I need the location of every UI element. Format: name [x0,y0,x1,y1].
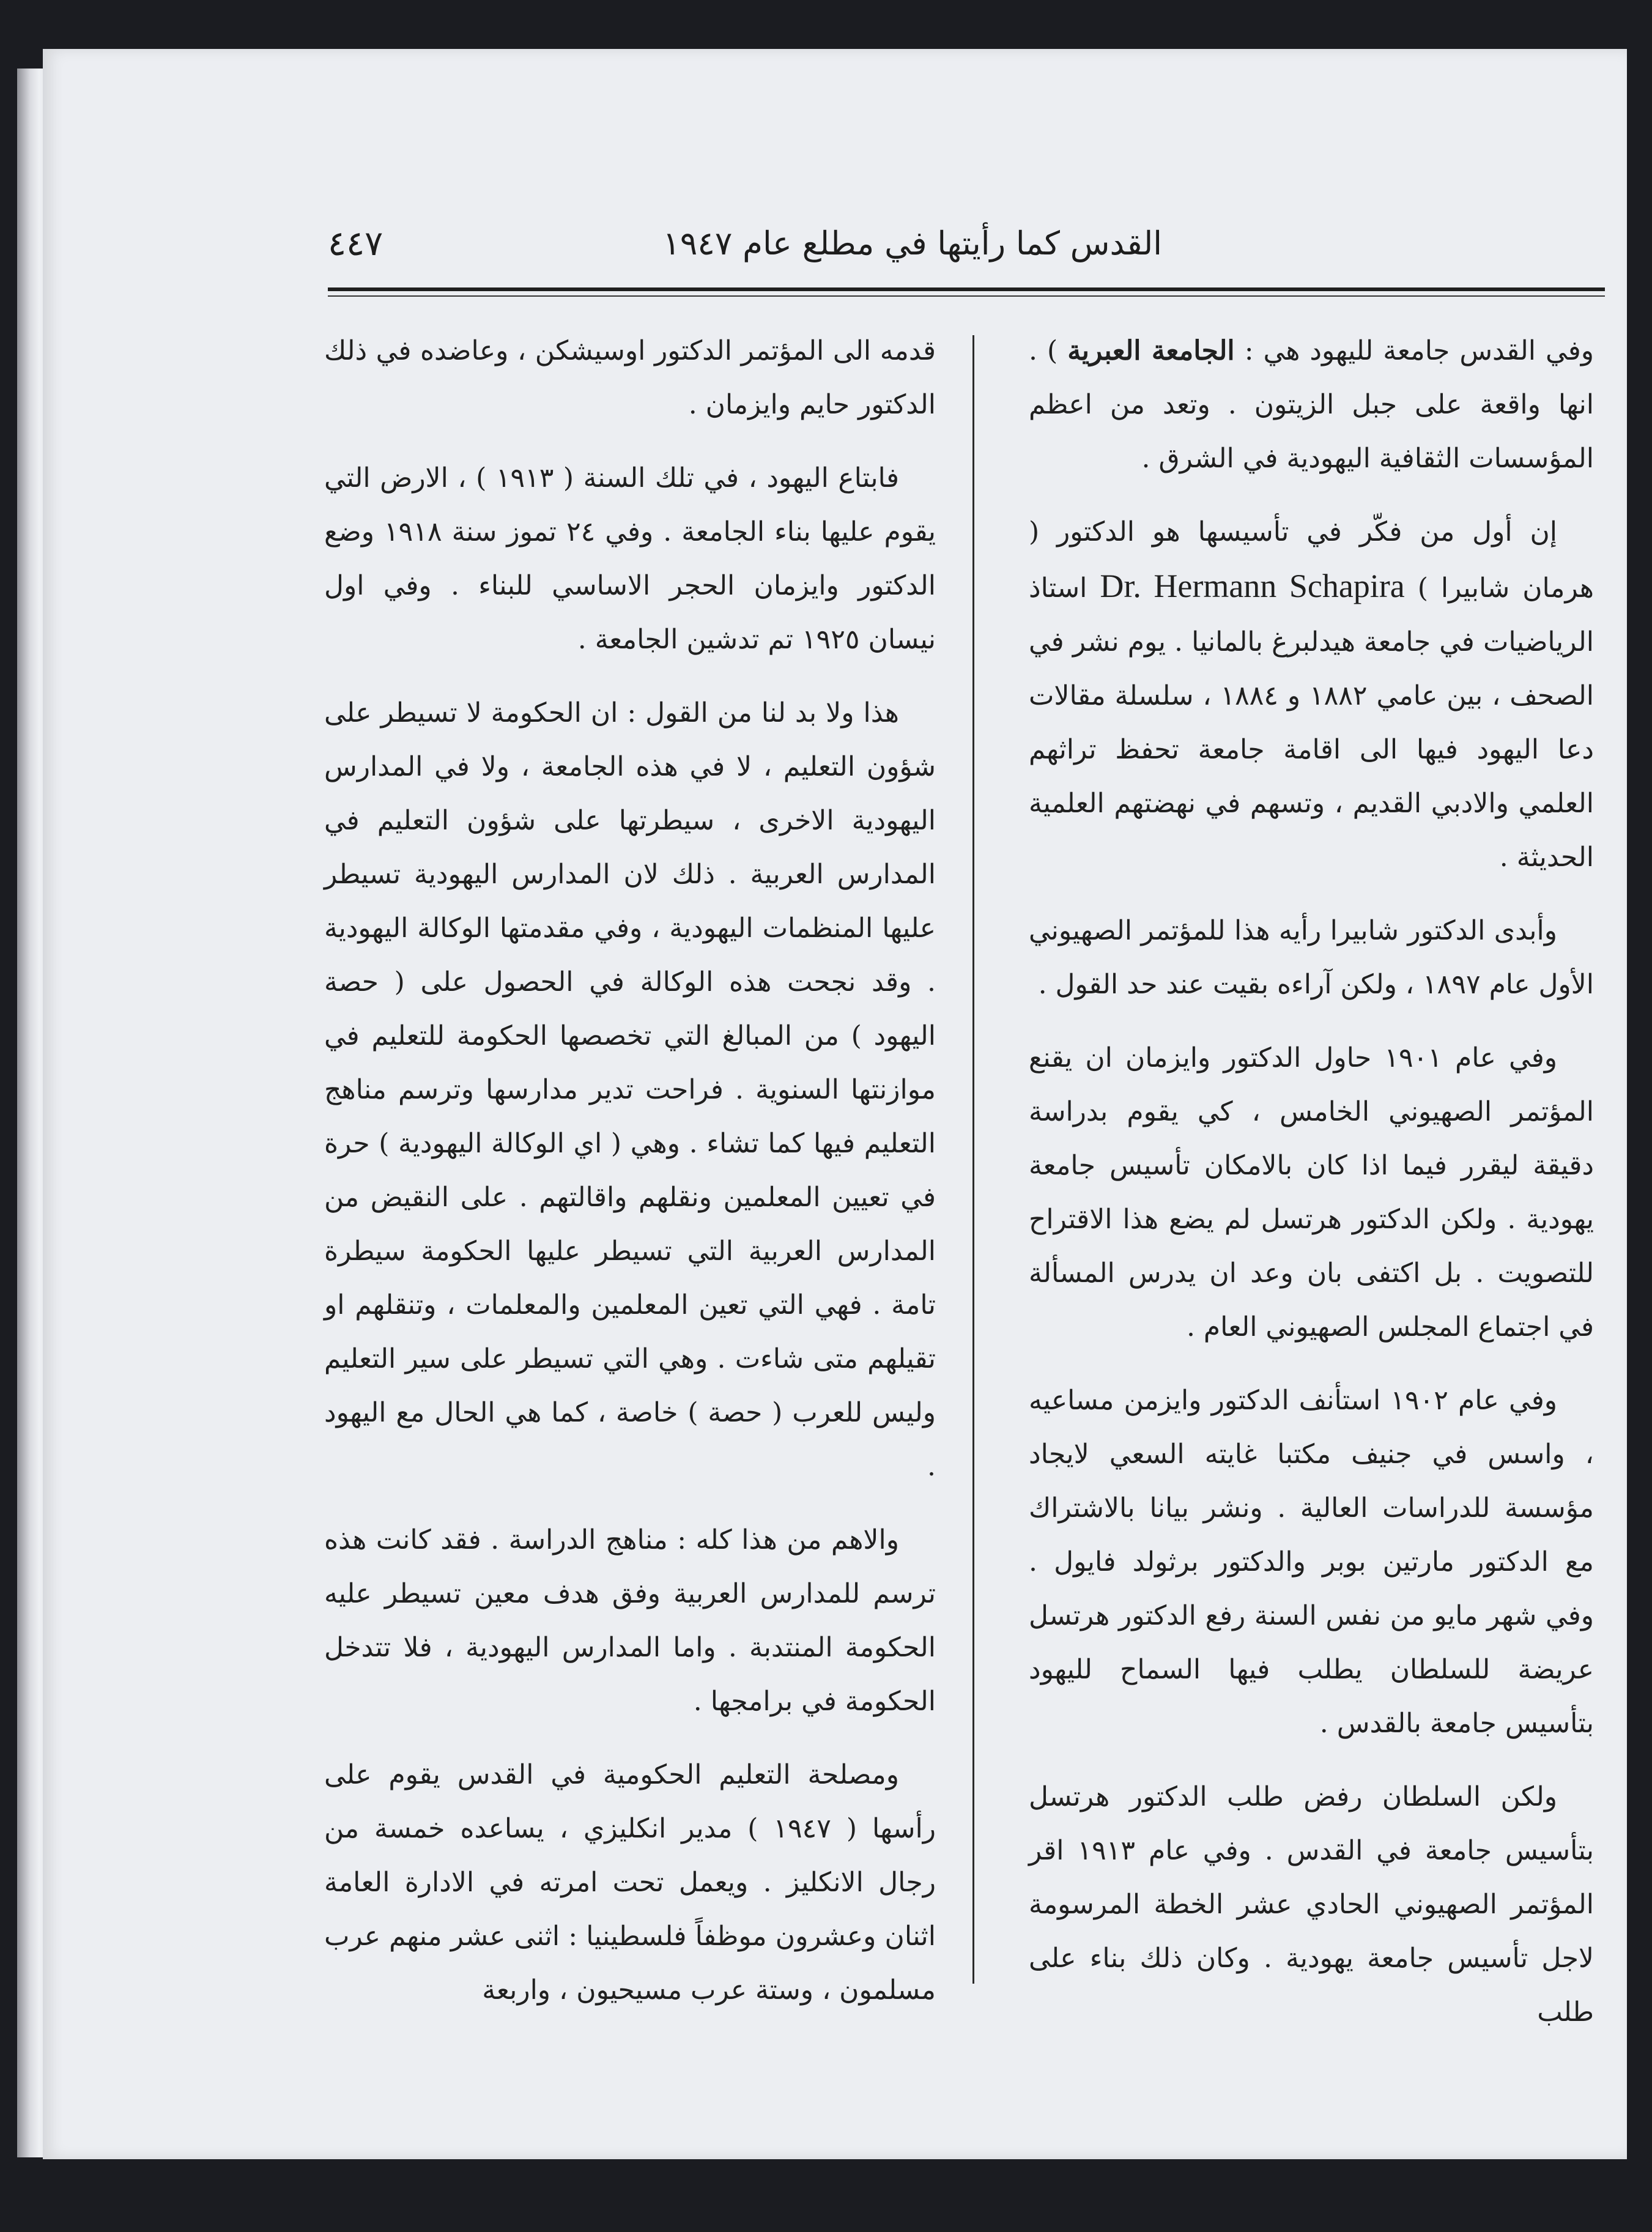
paragraph: هذا ولا بد لنا من القول : ان الحكومة لا تسيطر على شؤون التعليم ، لا في هذه الجامعة ، ولا في المدارس اليهودية الاخرى ، سيطرتها على شؤون التعليم في المدارس العربية . ذلك لان المدارس اليهودية تسيطر عليها المنظمات اليهودية ، وفي مقدمتها الوكالة اليهودية . وقد نجحت هذه الوكالة في الحصول على ( حصة اليهود ) من المبالغ التي تخصصها الحكومة للتعليم في موازنتها السنوية . فراحت تدير مدارسها وترسم مناهج التعليم فيها كما تشاء . وهي ( اي الوكالة اليهودية ) حرة في تعيين المعلمين ونقلهم واقالتهم . على النقيض من المدارس العربية التي تسيطر عليها الحكومة سيطرة تامة . فهي التي تعين المعلمين والمعلمات ، وتنقلهم او تقيلهم متى شاءت . وهي التي تسيطر على سير التعليم وليس للعرب ( حصة ) خاصة ، كما هي الحال مع اليهود . [324,697,936,1482]
paragraph-text: ) . انها واقعة على جبل الزيتون . وتعد من اعظم المؤسسات الثقافية اليهودية في الشرق . [1029,335,1594,474]
left-column [324,324,936,2037]
page-header [328,221,1605,276]
page-number: ٤٤٧ [328,224,383,264]
university-name: الجامعة العبرية [1067,335,1235,366]
paragraph [1029,505,1594,884]
paragraph: قدمه الى المؤتمر الدكتور اوسيشكن ، وعاضده في ذلك الدكتور حايم وايزمان . [324,335,936,420]
paragraph: وفي عام ١٩٠١ حاول الدكتور وايزمان ان يقنع المؤتمر الصهيوني الخامس ، كي يقوم بدراسة دقيقة ليقرر فيما اذا كان بالامكان تأسيس جامعة يهودية . ولكن الدكتور هرتسل لم يضع هذا الاقتراح للتصويت . بل اكتفى بان وعد ان يدرس المسألة في اجتماع المجلس الصهيوني العام . [1029,1042,1594,1343]
header-rule-thick [328,287,1605,291]
column-divider [972,335,974,1984]
paragraph-text: إن أول من فكّر في تأسيسها هو الدكتور ( هرمان شابيرا ) [1029,516,1594,604]
paragraph-text: استاذ الرياضيات في جامعة هيدلبرغ بالمانيا . يوم نشر في الصحف ، بين عامي ١٨٨٢ و ١٨٨٤ ، سلسلة مقالات دعا اليهود فيها الى اقامة جامعة تحفظ تراثهم العلمي والادبي القديم ، وتسهم في نهضتهم العلمية الحديثة . [1029,573,1594,873]
paragraph [1029,324,1594,486]
paragraph: فابتاع اليهود ، في تلك السنة ( ١٩١٣ ) ، الارض التي يقوم عليها بناء الجامعة . وفي ٢٤ تموز سنة ١٩١٨ وضع الدكتور وايزمان الحجر الاساسي للبناء . وفي اول نيسان ١٩٢٥ تم تدشين الجامعة . [324,462,936,655]
latin-name: Dr. Hermann Schapira [1100,568,1405,604]
paragraph: ومصلحة التعليم الحكومية في القدس يقوم على رأسها ( ١٩٤٧ ) مدير انكليزي ، يساعده خمسة من رجال الانكليز . ويعمل تحت امرته في الادارة العامة اثنان وعشرون موظفاً فلسطينيا : اثنى عشر منهم عرب مسلمون ، وستة عرب مسيحيون ، واربعة [324,1759,936,2006]
running-title: القدس كما رأيتها في مطلع عام ١٩٤٧ [662,225,1162,262]
header-rule-thin [328,295,1605,297]
paragraph: وفي عام ١٩٠٢ استأنف الدكتور وايزمن مساعيه ، واسس في جنيف مكتبا غايته السعي لايجاد مؤسسة للدراسات العالية . ونشر بيانا بالاشتراك مع الدكتور مارتين بوبر والدكتور برثولد فايول . وفي شهر مايو من نفس السنة رفع الدكتور هرتسل عريضة للسلطان يطلب فيها السماح لليهود بتأسيس جامعة بالقدس . [1029,1385,1594,1739]
right-column [1029,324,1594,2059]
paragraph: وأبدى الدكتور شابيرا رأيه هذا للمؤتمر الصهيوني الأول عام ١٨٩٧ ، ولكن آراءه بقيت عند حد القول . [1029,915,1594,1000]
paragraph: ولكن السلطان رفض طلب الدكتور هرتسل بتأسيس جامعة في القدس . وفي عام ١٩١٣ اقر المؤتمر الصهيوني الحادي عشر الخطة المرسومة لاجل تأسيس جامعة يهودية . وكان ذلك بناء على طلب [1029,1781,1594,2028]
paragraph-text: وفي القدس جامعة لليهود هي : [1244,335,1594,366]
paragraph: والاهم من هذا كله : مناهج الدراسة . فقد كانت هذه ترسم للمدارس العربية وفق هدف معين تسيطر عليه الحكومة المنتدبة . واما المدارس اليهودية ، فلا تتدخل الحكومة في برامجها . [324,1524,936,1717]
